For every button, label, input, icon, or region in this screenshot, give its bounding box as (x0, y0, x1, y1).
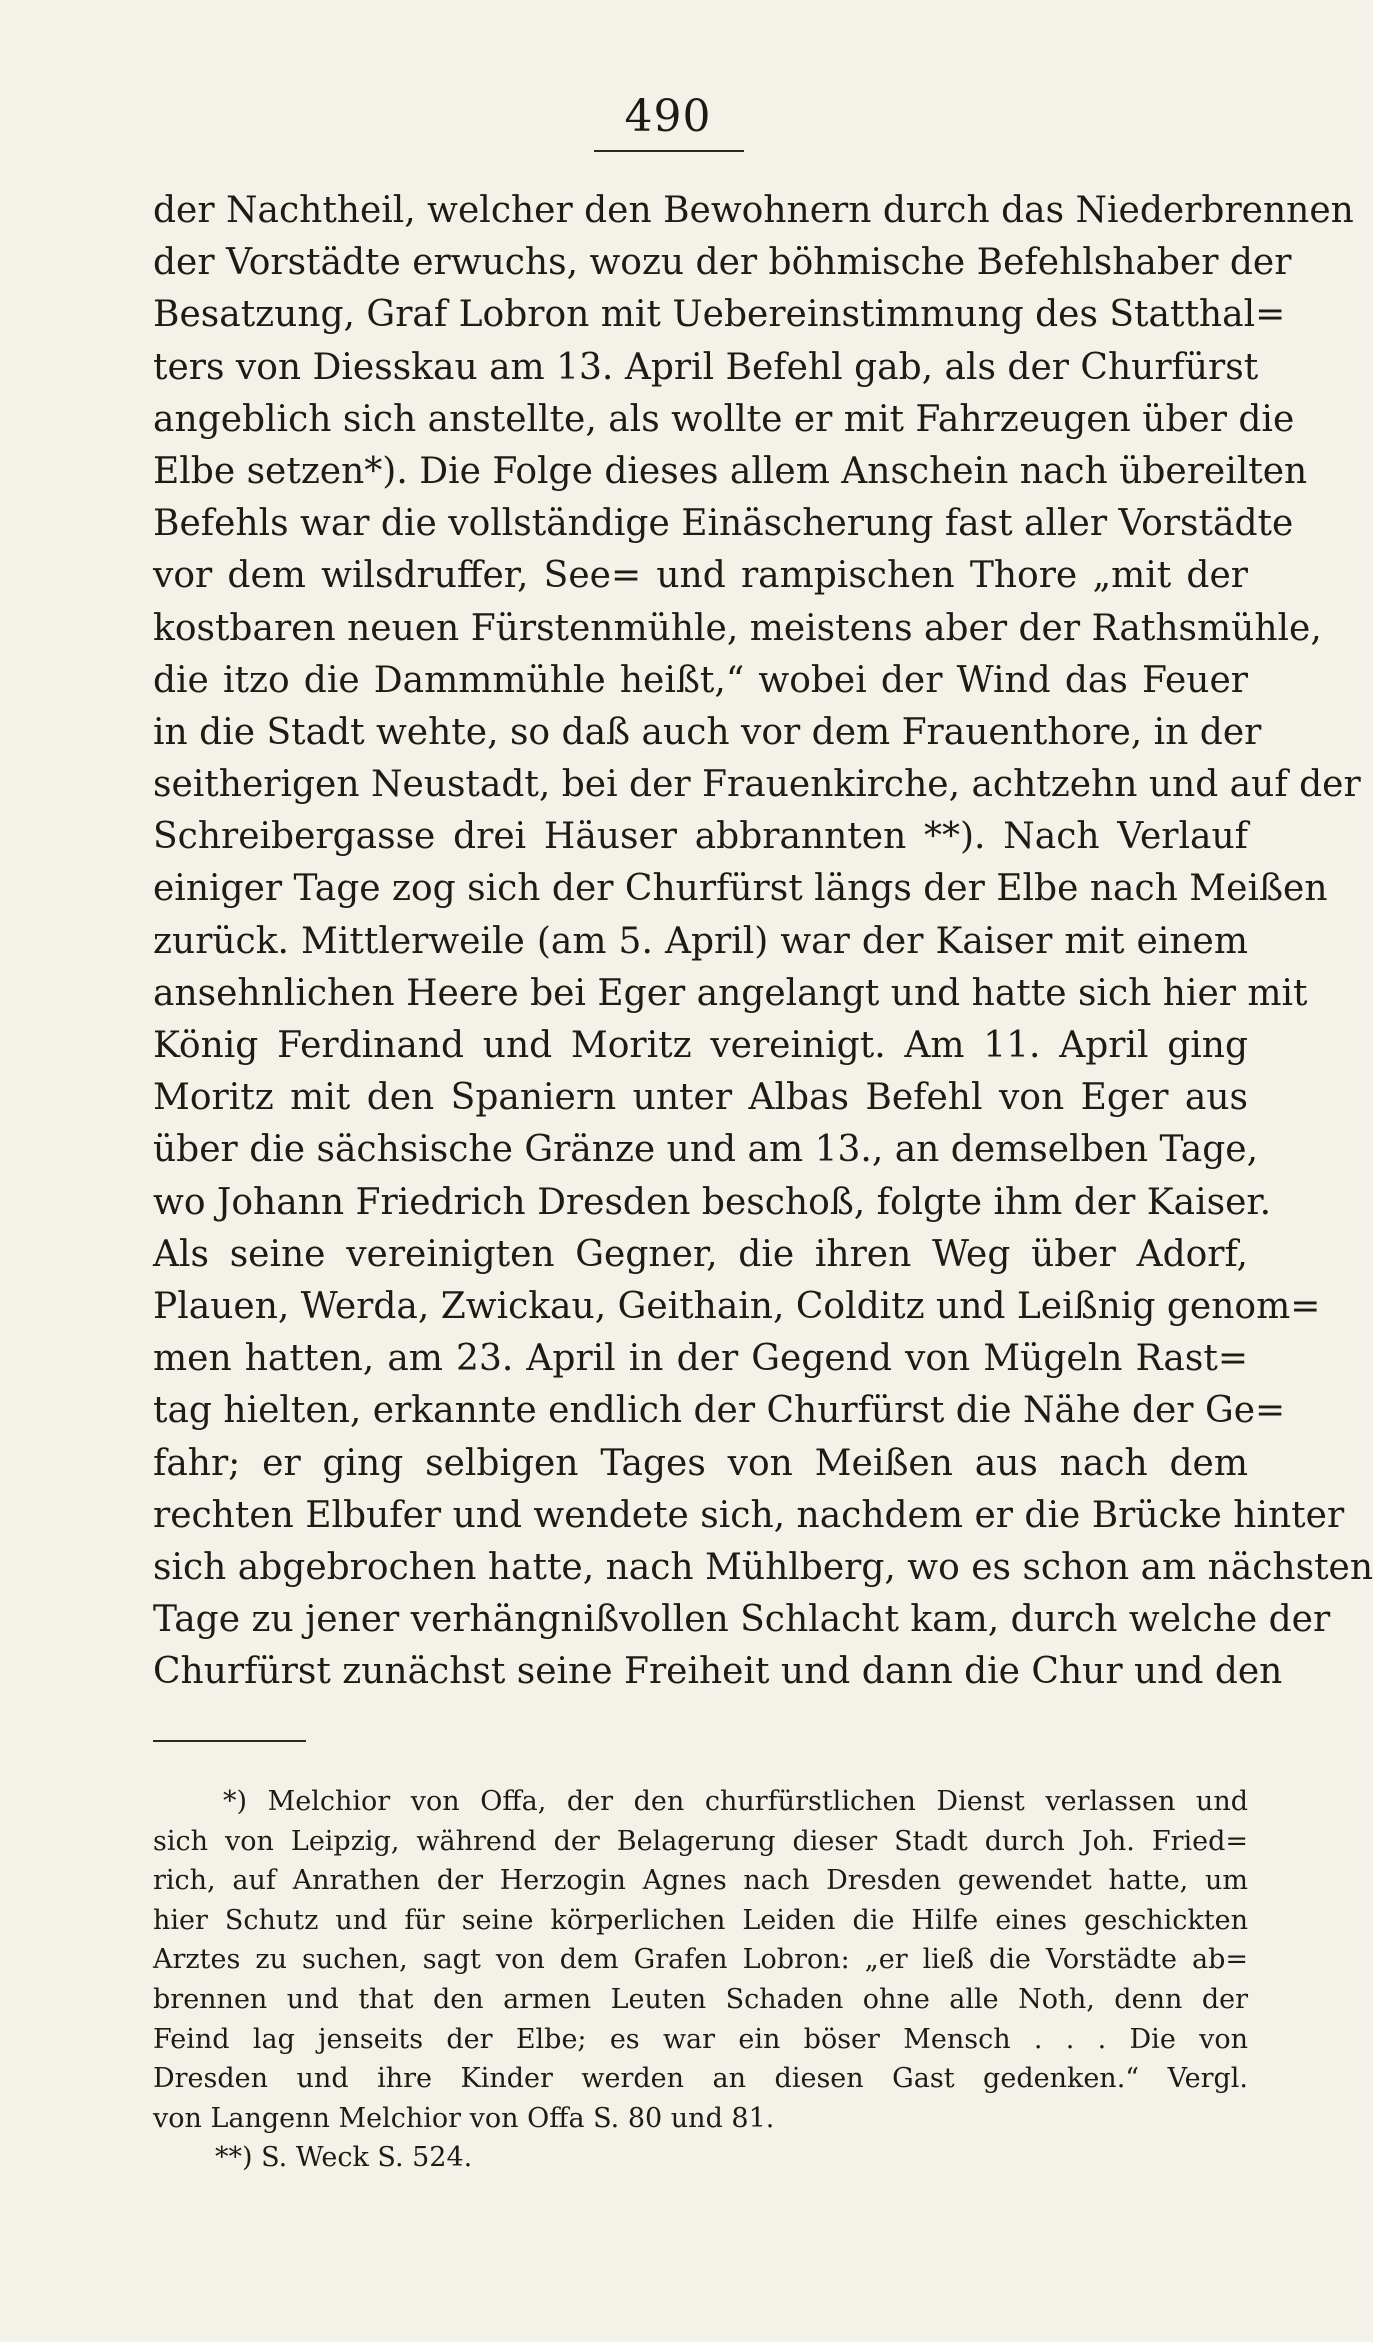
text-line: tag hielten, erkannte endlich der Churfürst die Nähe der Ge= (153, 1390, 1286, 1432)
footnote-line: **) S. Weck S. 524. (215, 2142, 473, 2174)
page-number: 490 (624, 91, 712, 142)
text-line: angeblich sich anstellte, als wollte er mit Fahrzeugen über die (153, 398, 1295, 440)
text-line: fahr; er ging selbigen Tages von Meißen aus nach dem (153, 1442, 1248, 1484)
text-line: men hatten, am 23. April in der Gegend von Mügeln Rast= (153, 1338, 1248, 1380)
text-line: Befehls war die vollständige Einäscherung fast aller Vorstädte (153, 503, 1294, 545)
footnote-line: sich von Leipzig, während der Belagerung dieser Stadt durch Joh. Fried= (153, 1825, 1248, 1857)
footnote-line: Arztes zu suchen, sagt von dem Grafen Lobron: „er ließ die Vorstädte ab= (153, 1944, 1248, 1976)
text-line: rechten Elbufer und wendete sich, nachdem er die Brücke hinter (153, 1494, 1345, 1536)
footnote-line: Feind lag jenseits der Elbe; es war ein böser Mensch . . . Die von (153, 2023, 1248, 2055)
text-line: ansehnlichen Heere bei Eger angelangt und hatte sich hier mit (153, 972, 1308, 1014)
footnote-line: rich, auf Anrathen der Herzogin Agnes nach Dresden gewendet hatte, um (153, 1865, 1248, 1897)
text-line: Moritz mit den Spaniern unter Albas Befehl von Eger aus (153, 1077, 1248, 1119)
text-line: seitherigen Neustadt, bei der Frauenkirche, achtzehn und auf der (153, 764, 1361, 806)
footnote-line: von Langenn Melchior von Offa S. 80 und 81. (153, 2102, 775, 2134)
text-line: Elbe setzen*). Die Folge dieses allem Anschein nach übereilten (153, 450, 1308, 492)
text-line: Besatzung, Graf Lobron mit Uebereinstimmung des Statthal= (153, 294, 1286, 336)
text-line: der Nachtheil, welcher den Bewohnern durch das Niederbrennen (153, 190, 1354, 231)
footnote-line: Dresden und ihre Kinder werden an diesen Gast gedenken.“ Vergl. (153, 2063, 1248, 2095)
footnotes-block (153, 1782, 1248, 2178)
text-line: Als seine vereinigten Gegner, die ihren Weg über Adorf, (153, 1233, 1248, 1275)
text-line: Churfürst zunächst seine Freiheit und dann die Chur und den (153, 1651, 1283, 1693)
text-line: vor dem wilsdruffer, See= und rampischen Thore „mit der (153, 555, 1248, 597)
text-line: Schreibergasse drei Häuser abbrannten **). Nach Verlauf (153, 816, 1248, 858)
text-line: die itzo die Dammmühle heißt,“ wobei der Wind das Feuer (153, 659, 1248, 701)
text-line: ters von Diesskau am 13. April Befehl gab, als der Churfürst (153, 346, 1259, 388)
text-line: König Ferdinand und Moritz vereinigt. Am 11. April ging (153, 1025, 1248, 1066)
text-line: wo Johann Friedrich Dresden beschoß, folgte ihm der Kaiser. (153, 1181, 1272, 1223)
text-line: der Vorstädte erwuchs, wozu der böhmische Befehlshaber der (153, 242, 1292, 284)
text-line: Tage zu jener verhängnißvollen Schlacht kam, durch welche der (153, 1599, 1331, 1641)
text-line: sich abgebrochen hatte, nach Mühlberg, wo es schon am nächsten (153, 1546, 1373, 1588)
text-line: in die Stadt wehte, so daß auch vor dem Frauenthore, in der (153, 711, 1262, 753)
header-rule (594, 150, 744, 152)
text-line: über die sächsische Gränze und am 13., an demselben Tage, (153, 1129, 1259, 1171)
text-line: zurück. Mittlerweile (am 5. April) war der Kaiser mit einem (153, 920, 1248, 962)
text-line: einiger Tage zog sich der Churfürst längs der Elbe nach Meißen (153, 868, 1328, 910)
text-line: Plauen, Werda, Zwickau, Geithain, Colditz und Leißnig genom= (153, 1285, 1321, 1327)
footnote-line: *) Melchior von Offa, der den churfürstlichen Dienst verlassen und (223, 1786, 1248, 1817)
footnote-line: brennen und that den armen Leuten Schaden ohne alle Noth, denn der (153, 1983, 1248, 2015)
footnote-rule (153, 1740, 306, 1742)
main-text-block (153, 185, 1373, 1698)
footnote-line: hier Schutz und für seine körperlichen Leiden die Hilfe eines geschickten (153, 1904, 1248, 1936)
text-line: kostbaren neuen Fürstenmühle, meistens aber der Rathsmühle, (153, 607, 1322, 649)
